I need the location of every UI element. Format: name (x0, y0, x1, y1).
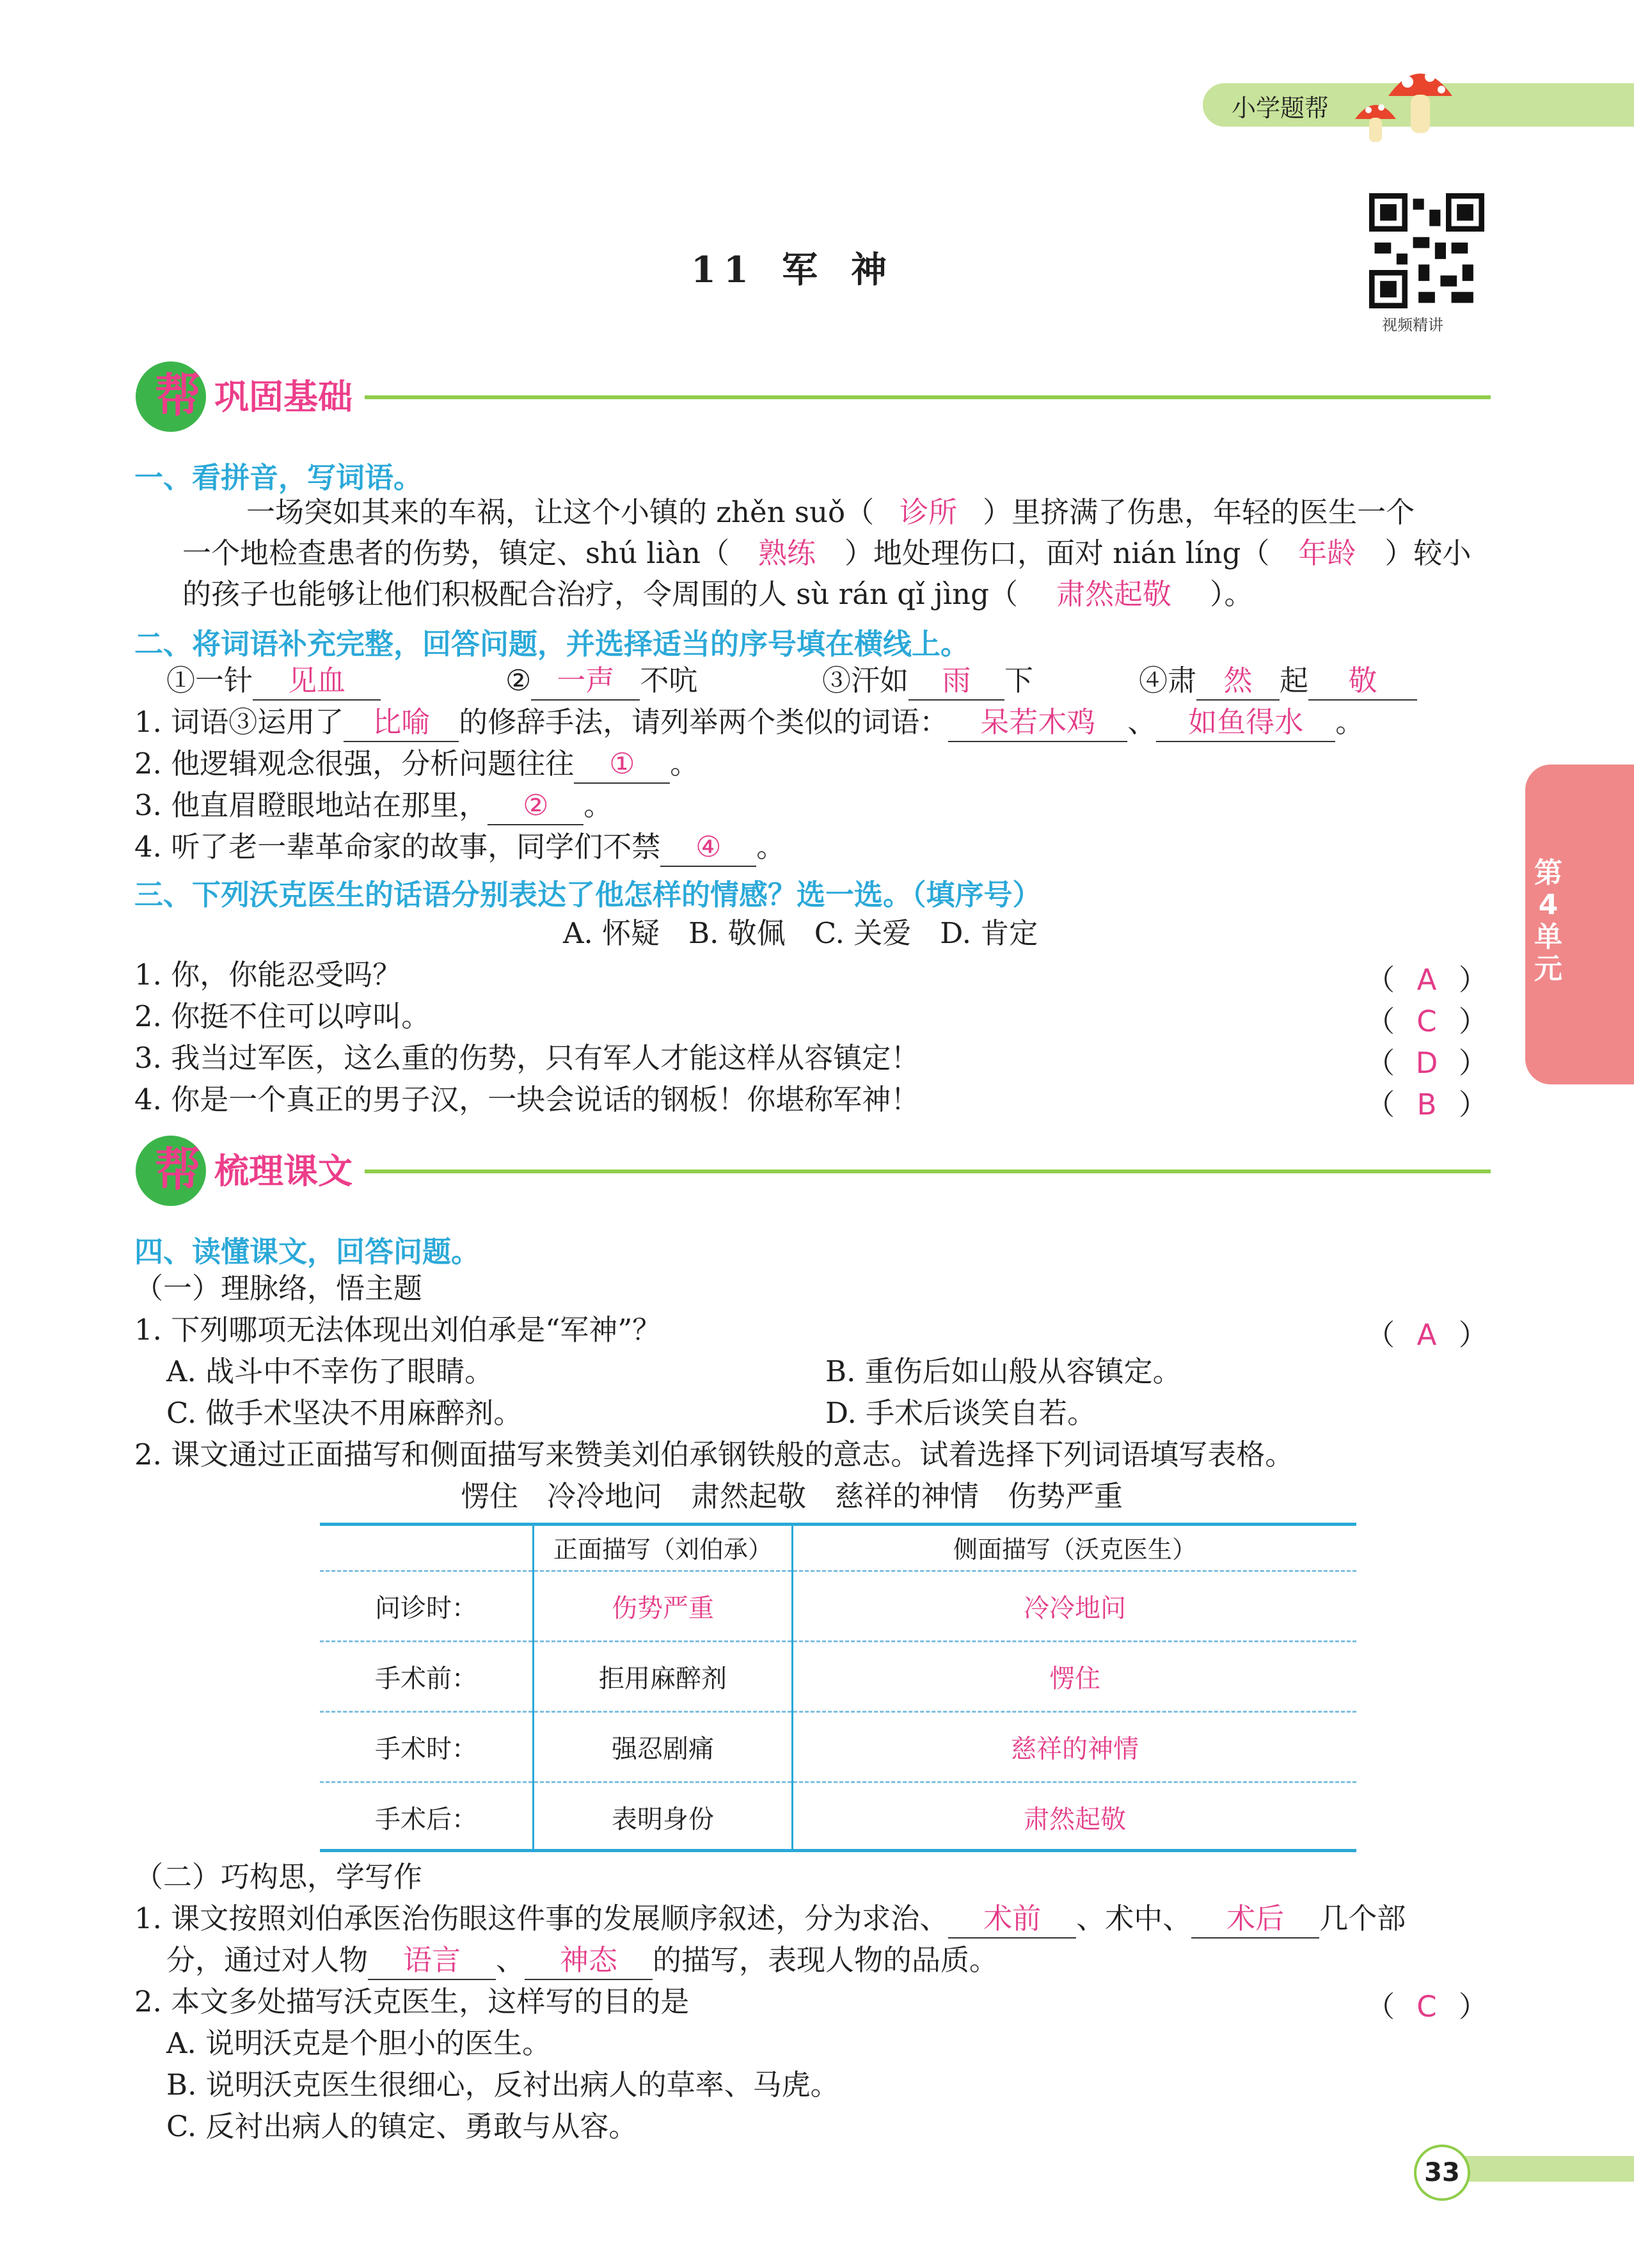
option-a: A. 战斗中不幸伤了眼睛。 (166, 1354, 494, 1388)
question-3-options: A. 怀疑 B. 敬佩 C. 关爱 D. 肯定 (563, 916, 1038, 950)
answer: 神态 (525, 1942, 653, 1980)
section-badge-char: 帮 (155, 369, 202, 422)
option-b: B. 重伤后如山般从容镇定。 (825, 1354, 1182, 1388)
table-header-row (320, 1524, 1356, 1571)
subsection-1-title: （一）理脉络，悟主题 (134, 1271, 423, 1305)
answer: 术前 (948, 1900, 1076, 1939)
answer: ① (574, 745, 670, 784)
word-3: ③汗如 雨 下 (822, 662, 1033, 701)
question-3-item-1: 1. 你，你能忍受吗？ (134, 958, 402, 992)
question-4-item-3-line-1: 1. 课文按照刘伯承医治伤眼这件事的发展顺序叙述，分为求治、 术前 、术中、 术后 几个部 (134, 1900, 1406, 1939)
table-row (320, 1712, 1356, 1782)
answer: ② (488, 787, 583, 825)
answer-bracket: （ C ） (1366, 1990, 1488, 2024)
answer: 语言 (368, 1942, 496, 1980)
question-1-line-2: 一个地检查患者的伤势，镇定、shú liàn（ 熟练 ）地处理伤口，面对 nián líng（ 年龄 ）较小 (182, 535, 1471, 572)
brand-label: 小学题帮 (1232, 94, 1329, 122)
question-4-item-2: 2. 课文通过正面描写和侧面描写来赞美刘伯承钢铁般的意志。试着选择下列词语填写表格。 (134, 1438, 1294, 1471)
question-2-item-3: 3. 他直眉瞪眼地站在那里， ② 。 (134, 787, 612, 825)
answer: 雨 (908, 662, 1004, 701)
option-a: A. 说明沃克是个胆小的医生。 (166, 2026, 551, 2060)
lesson-title-char-1: 军 (781, 249, 825, 291)
unit-label: 第4单元 (1534, 857, 1562, 985)
question-1-heading: 一、看拼音，写词语。 (134, 461, 423, 495)
section-title: 梳理课文 (214, 1151, 353, 1191)
answer: 术后 (1191, 1900, 1319, 1939)
side-cell: 慈祥的神情 (793, 1712, 1357, 1782)
question-2-item-2: 2. 他逻辑观念很强，分析问题往往 ① 。 (134, 745, 699, 784)
question-1-line-1: 一场突如其来的车祸，让这个小镇的 zhěn suǒ（ 诊所 ）里挤满了伤患，年轻的医生一个 (246, 494, 1415, 531)
answer: 如鱼得水 (1156, 704, 1335, 742)
header-side: 侧面描写（沃克医生） (793, 1524, 1357, 1571)
answer: C (1416, 1990, 1437, 2024)
table-row (320, 1782, 1356, 1852)
question-4-item-3-line-2: 分，通过对人物 语言 、 神态 的描写，表现人物的品质。 (166, 1942, 998, 1980)
side-cell: 冷冷地问 (793, 1571, 1357, 1642)
side-cell: 肃然起敬 (793, 1782, 1357, 1852)
answer: 比喻 (344, 704, 459, 742)
front-cell: 伤势严重 (534, 1571, 793, 1642)
stage-cell: 问诊时： (320, 1571, 534, 1642)
header-front: 正面描写（刘伯承） (534, 1524, 793, 1571)
question-4-item-4: 2. 本文多处描写沃克医生，这样写的目的是 (134, 1985, 690, 2018)
footer-bar (1459, 2156, 1634, 2182)
word-4: ④肃 然 起 敬 (1139, 662, 1417, 701)
page-number: 33 (1414, 2145, 1470, 2201)
section-divider (365, 395, 1491, 399)
answer-bracket: （ D ） (1366, 1046, 1488, 1080)
front-cell: 拒用麻醉剂 (534, 1642, 793, 1712)
front-cell: 强忍剧痛 (534, 1712, 793, 1782)
question-2-heading: 二、将词语补充完整，回答问题，并选择适当的序号填在横线上。 (134, 627, 970, 661)
question-2-item-4: 4. 听了老一辈革命家的故事，同学们不禁 ④ 。 (134, 829, 785, 867)
question-3-item-4: 4. 你是一个真正的男子汉，一块会说话的钢板！你堪称军神！ (134, 1082, 920, 1116)
word-1: ①一针 见血 (166, 662, 381, 701)
answer: 肃然起敬 (1056, 577, 1171, 611)
stage-cell: 手术后： (375, 1805, 477, 1834)
qr-code-icon[interactable] (1369, 193, 1484, 308)
section-divider (365, 1170, 1491, 1173)
subsection-2-title: （二）巧构思，学写作 (134, 1860, 423, 1894)
lesson-title-char-2: 神 (850, 249, 894, 291)
qr-caption: 视频精讲 (1382, 316, 1443, 334)
question-4-heading: 四、读懂课文，回答问题。 (134, 1235, 480, 1269)
option-c: C. 做手术坚决不用麻醉剂。 (166, 1396, 523, 1430)
lesson-title (691, 242, 920, 293)
stage-cell: 手术时： (320, 1712, 534, 1782)
answer: 年龄 (1298, 536, 1356, 570)
answer: 熟练 (758, 536, 816, 570)
answer: C (1416, 1004, 1437, 1038)
option-b: B. 说明沃克医生很细心，反衬出病人的草率、马虎。 (166, 2068, 839, 2102)
answer: 然 (1196, 662, 1280, 701)
question-4-item-1: 1. 下列哪项无法体现出刘伯承是“军神”？ (134, 1313, 662, 1347)
question-3-item-3: 3. 我当过军医，这么重的伤势，只有军人才能这样从容镇定！ (134, 1041, 920, 1075)
answer: 敬 (1308, 662, 1417, 701)
description-table (320, 1524, 1356, 1852)
table-bottom-border (320, 1849, 1356, 1852)
question-3-item-2: 2. 你挺不住可以哼叫。 (134, 999, 431, 1033)
table-row (320, 1571, 1356, 1642)
answer: ④ (660, 829, 756, 867)
answer: D (1415, 1046, 1438, 1080)
lesson-number: 11 (691, 249, 756, 291)
section-badge-char: 帮 (155, 1143, 202, 1196)
answer-bracket: （ A ） (1366, 963, 1488, 997)
answer: B (1416, 1088, 1437, 1122)
answer-bracket: （ C ） (1366, 1004, 1488, 1038)
option-c: C. 反衬出病人的镇定、勇敢与从容。 (166, 2109, 638, 2143)
answer: 见血 (253, 662, 381, 701)
question-3-heading: 三、下列沃克医生的话语分别表达了他怎样的情感？选一选。（填序号） (134, 878, 1042, 912)
option-d: D. 手术后谈笑自若。 (825, 1396, 1097, 1430)
question-2-item-1: 1. 词语③运用了 比喻 的修辞手法，请列举两个类似的词语： 呆若木鸡 、 如鱼得水 。 (134, 704, 1364, 742)
front-cell: 表明身份 (534, 1782, 793, 1852)
answer: A (1416, 963, 1437, 997)
answer-bracket: （ A ） (1366, 1318, 1488, 1352)
answer-bracket: （ B ） (1366, 1088, 1488, 1122)
answer: 呆若木鸡 (948, 704, 1127, 742)
answer: 诊所 (900, 495, 958, 529)
section-title: 巩固基础 (214, 377, 353, 417)
answer: 一声 (531, 662, 640, 701)
small-mushroom-icon (1353, 96, 1398, 147)
table-row (320, 1642, 1356, 1712)
word-2: ② 一声 不吭 (505, 662, 697, 701)
answer: A (1416, 1318, 1437, 1352)
side-cell: 愣住 (793, 1642, 1357, 1712)
question-1-line-3: 的孩子也能够让他们积极配合治疗，令周围的人 sù rán qǐ jìng（ 肃然起敬 ）。 (182, 576, 1253, 613)
word-bank: 愣住 冷冷地问 肃然起敬 慈祥的神情 伤势严重 (461, 1479, 1123, 1513)
stage-cell: 手术前： (320, 1642, 534, 1712)
